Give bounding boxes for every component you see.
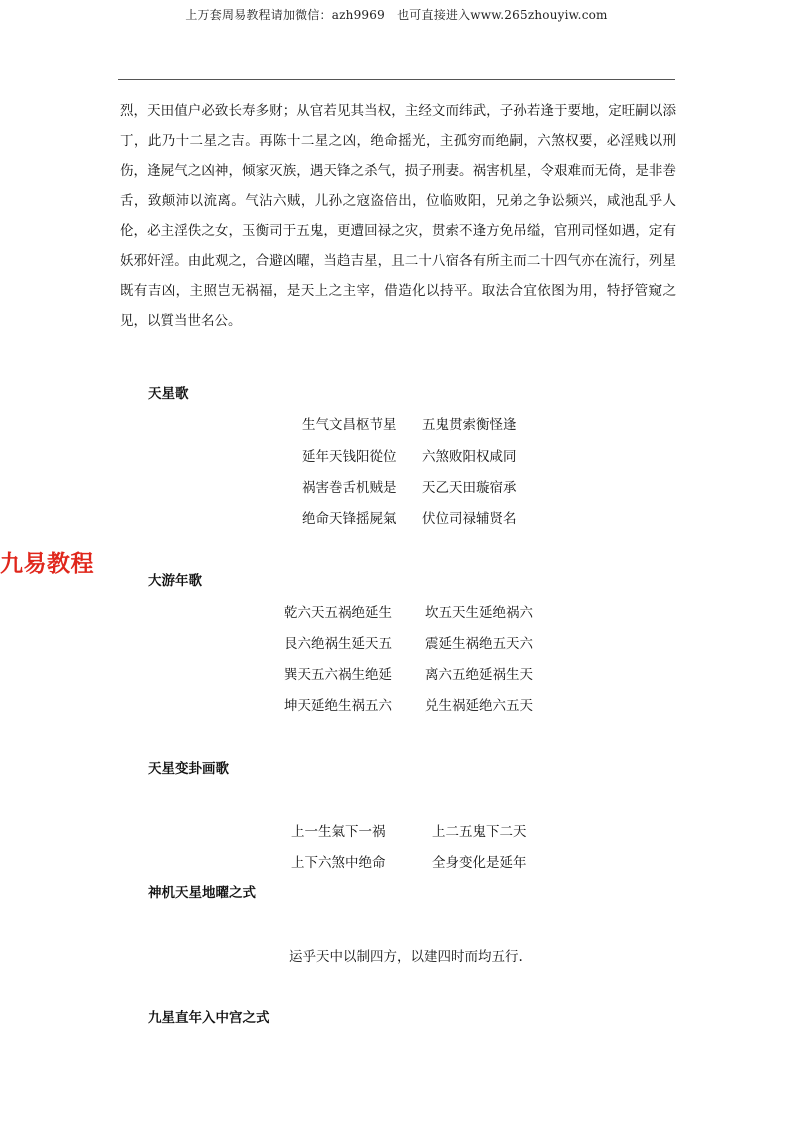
watermark-logo: 九易教程 — [0, 551, 94, 577]
verse-line: 艮六绝祸生延天五 — [284, 636, 392, 652]
section-title-tianxing-ge: 天星歌 — [148, 386, 189, 402]
verse-line: 离六五绝延祸生天 — [425, 667, 533, 683]
verse-line: 生气文昌枢节星 — [302, 417, 397, 433]
verse-line: 巽天五六祸生绝延 — [284, 667, 392, 683]
section-title-shenji: 神机天星地曜之式 — [148, 885, 256, 901]
verse-line: 祸害巻舌机贼是 — [302, 480, 397, 496]
verse-line: 坎五天生延绝祸六 — [425, 605, 533, 621]
verse-line: 坤天延绝生祸五六 — [284, 698, 392, 714]
verse-line: 兑生祸延绝六五天 — [425, 698, 533, 714]
page-header: 上万套周易教程请加微信：azh9969 也可直接进入www.265zhouyiw.com — [185, 8, 608, 22]
header-rule — [118, 79, 675, 80]
verse-line: 延年天钱阳從位 — [302, 449, 397, 465]
section-title-jiuxing: 九星直年入中宫之式 — [148, 1010, 270, 1026]
verse-line: 震延生祸绝五天六 — [425, 636, 533, 652]
verse-line: 五鬼贯索衡怪逢 — [422, 417, 517, 433]
verse-line: 天乙天田璇宿承 — [422, 480, 517, 496]
verse-line: 上二五鬼下二天 — [432, 824, 527, 840]
verse-line: 全身变化是延年 — [432, 855, 527, 871]
body-paragraph: 烈，天田值户必致长寿多财；从官若见其当权，主经文而纬武，子孙若逢于要地，定旺嗣以添丁，此乃十二星之吉。再陈十二星之凶，绝命摇光，主孤穷而绝嗣，六煞权要，必淫贱以刑伤，逢屍气之凶神，倾家灭族，遇天锋之杀气，损子刑妻。祸害机星，令艰难而无倚，是非巻舌，致颠沛以流离。气沾六贼，儿孙之寇盗倍出，位临败阳，兄弟之争讼频兴，咸池乱乎人伦，必主淫佚之女，玉衡司于五鬼，更遭回禄之灾，贯索不逢方免吊缢，官刑司怪如遇，定有妖邪奸淫。由此观之，合避凶曜，当趋吉星，且二十八宿各有所主而二十四气亦在流行，列星既有吉凶，主照岂无祸福，是天上之主宰，借造化以持平。取法合宜依图为用，特抒管窥之见，以質当世名公。 — [120, 103, 676, 329]
verse-line: 上一生氣下一祸 — [291, 824, 386, 840]
section-title-biangua-ge: 天星变卦画歌 — [148, 761, 229, 777]
verse-line: 六煞败阳权咸同 — [422, 449, 517, 465]
section-text: 运乎天中以制四方，以建四时而均五行. — [289, 949, 523, 965]
verse-line: 乾六天五祸绝延生 — [284, 605, 392, 621]
verse-line: 绝命天锋摇屍氣 — [302, 511, 397, 527]
verse-line: 上下六煞中绝命 — [291, 855, 386, 871]
verse-line: 伏位司禄辅贤名 — [422, 511, 517, 527]
section-title-dayounian-ge: 大游年歌 — [148, 573, 202, 589]
